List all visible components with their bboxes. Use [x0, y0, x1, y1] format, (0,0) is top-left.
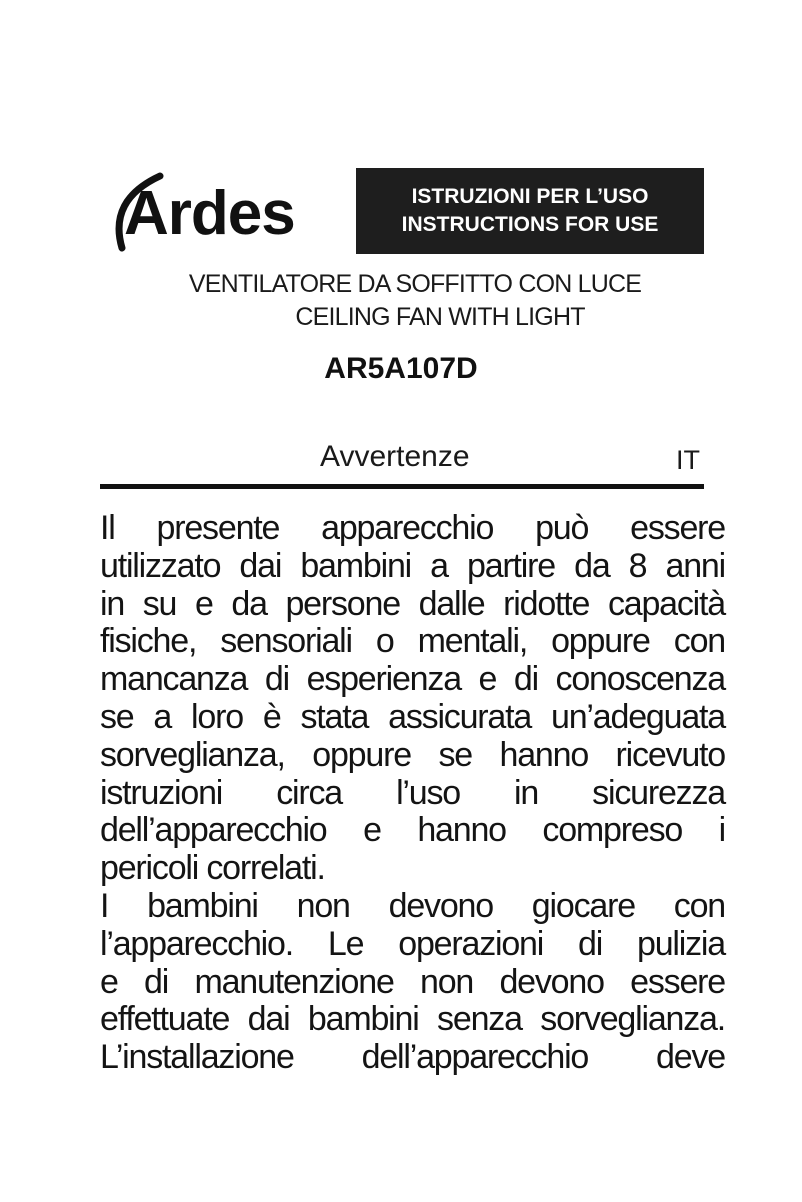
- text-line: pericoli correlati.: [100, 849, 325, 888]
- product-title-en: CEILING FAN WITH LIGHT: [295, 303, 585, 331]
- ardes-logo: [108, 170, 338, 260]
- section-title: Avvertenze: [320, 440, 470, 473]
- text-line: mancanza di esperienza e di conoscenza: [100, 660, 725, 699]
- text-line: dell’apparecchio e hanno compreso i: [100, 811, 725, 850]
- text-line: utilizzato dai bambini a partire da 8 anni: [100, 546, 725, 585]
- text-line: in su e da persone dalle ridotte capacità: [100, 584, 725, 623]
- text-line: Il presente apparecchio può essere: [100, 509, 725, 547]
- text-line: sorveglianza, oppure se hanno ricevuto: [100, 735, 725, 774]
- model-number: AR5A107D: [324, 352, 478, 385]
- text-line: e di manutenzione non devono essere: [100, 962, 725, 1001]
- warning-paragraph: [100, 510, 725, 1077]
- text-line: l’apparecchio. Le operazioni di pulizia: [100, 924, 725, 963]
- product-title-it: VENTILATORE DA SOFFITTO CON LUCE: [188, 270, 642, 298]
- text-line: fisiche, sensoriali o mentali, oppure con: [100, 622, 725, 661]
- text-line: istruzioni circa l’uso in sicurezza: [100, 773, 725, 812]
- text-line: se a loro è stata assicurata un’adeguata: [100, 697, 725, 736]
- text-line: I bambini non devono giocare con: [100, 886, 725, 925]
- language-code: IT: [676, 445, 700, 475]
- text-line: effettuate dai bambini senza sorveglianza.: [100, 1000, 725, 1039]
- instructions-badge: [356, 168, 704, 254]
- badge-line-en: INSTRUCTIONS FOR USE: [401, 213, 659, 236]
- section-divider: [100, 484, 704, 489]
- text-line: L’installazione dell’apparecchio deve: [100, 1038, 725, 1077]
- badge-line-it: ISTRUZIONI PER L’USO: [411, 185, 649, 208]
- logo-wordmark: Ardes: [124, 179, 295, 248]
